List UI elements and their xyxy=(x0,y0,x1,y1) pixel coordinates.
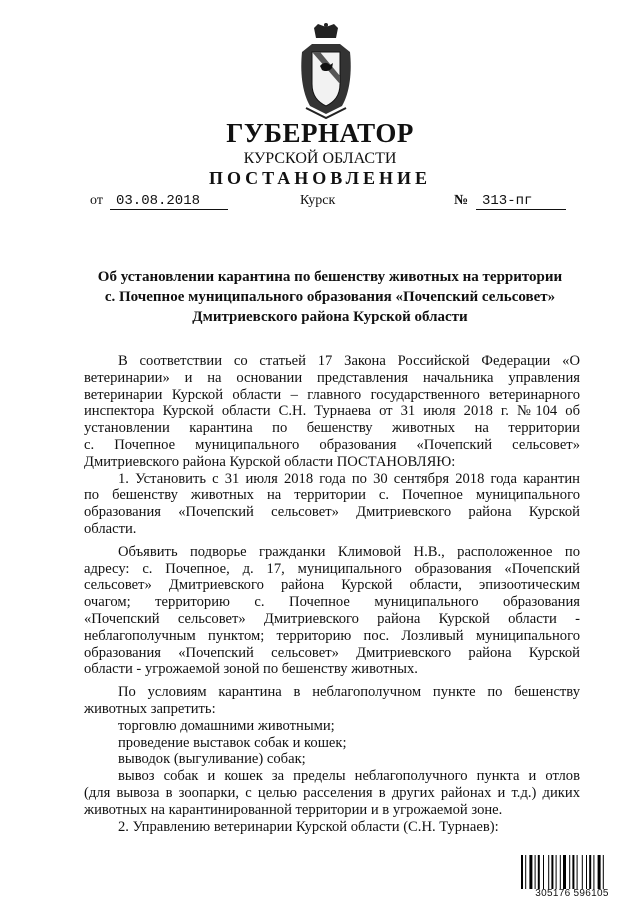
body-line: неблагополучным пунктом; территорию пос. Лозливый муниципального xyxy=(84,627,580,644)
body-line: «Почепский сельсовет» Дмитриевского района Курской области - xyxy=(84,610,580,627)
body-line: 1. Установить с 31 июля 2018 года по 30 сентября 2018 года карантин xyxy=(118,470,580,487)
body-line: установлении карантина по бешенству животных на территории xyxy=(84,420,580,437)
number-label: № xyxy=(454,193,469,208)
body-line: Дмитриевского района Курской области ПОСТАНОВЛЯЮ: xyxy=(84,453,456,470)
document-date: 03.08.2018 xyxy=(110,193,228,210)
coat-of-arms-emblem xyxy=(296,22,356,120)
body-line: образования «Почепский сельсовет» Дмитриевского района Курской xyxy=(84,504,580,521)
region-subtitle: КУРСКОЙ ОБЛАСТИ xyxy=(243,150,397,167)
body-line: по бешенству животных на территории с. Почепное муниципального xyxy=(84,487,580,504)
governor-title: ГУБЕРНАТОР xyxy=(226,118,414,148)
body-line: адресу: с. Почепное, д. 17, муниципального образования «Почепский xyxy=(84,560,580,577)
body-line: 2. Управлению ветеринарии Курской области (С.Н. Турнаев): xyxy=(118,818,499,835)
barcode-number: 305176 596105 xyxy=(535,888,609,899)
body-line: животных на карантинированной территории и в угрожаемой зоне. xyxy=(84,801,503,818)
list-item: проведение выставок собак и кошек; xyxy=(118,734,347,751)
body-line: животных запретить: xyxy=(84,700,216,717)
body-line: (для вывоза в зоопарки, с целью расселения в других районах и т.д.) диких xyxy=(84,784,580,801)
list-item: торговлю домашними животными; xyxy=(118,717,335,734)
body-line: ветеринарии» и на основании представления начальника управления xyxy=(84,369,580,386)
body-line: ветеринарии Курской области – главного государственного ветеринарного xyxy=(84,386,580,403)
date-prefix: от xyxy=(90,193,103,208)
barcode-bars-icon xyxy=(520,855,624,889)
list-item: выводок (выгуливание) собак; xyxy=(118,751,306,768)
document-body xyxy=(84,353,580,835)
body-line: сельсовет» Дмитриевского района Курской области, эпизоотическим xyxy=(84,577,580,594)
body-line: образования «Почепский сельсовет» Дмитриевского района Курской xyxy=(84,644,580,661)
subject-line: Дмитриевского района Курской области xyxy=(192,309,468,325)
body-line: инспектора Курской области С.Н. Турнаева от 31 июля 2018 г. №104 об xyxy=(84,403,580,420)
document-type: ПОСТАНОВЛЕНИЕ xyxy=(208,168,432,188)
body-line: вывоз собак и кошек за пределы неблагополучного пункта и отлов xyxy=(118,768,580,785)
body-line: По условиям карантина в неблагополучном пункте по бешенству xyxy=(118,684,580,701)
subject-line: с. Почепное муниципального образования «Почепский сельсовет» xyxy=(104,289,556,305)
body-line: области - угрожаемой зоной по бешенству животных. xyxy=(84,661,418,678)
body-line: области. xyxy=(84,520,137,537)
document-number: 313-пг xyxy=(476,193,566,210)
document-city: Курск xyxy=(300,193,336,208)
document-subject xyxy=(80,267,580,327)
body-line: с. Почепное муниципального образования «Почепский сельсовет» xyxy=(84,436,580,453)
body-line: Объявить подворье гражданки Климовой Н.В., расположенное по xyxy=(118,543,580,560)
body-line: В соответствии со статьей 17 Закона Российской Федерации «О xyxy=(118,353,580,369)
document-meta-row xyxy=(0,193,640,217)
barcode xyxy=(520,855,624,901)
subject-line: Об установлении карантина по бешенству животных на территории xyxy=(97,269,563,285)
body-line: очагом; территорию с. Почепное муниципального образования xyxy=(84,594,580,611)
